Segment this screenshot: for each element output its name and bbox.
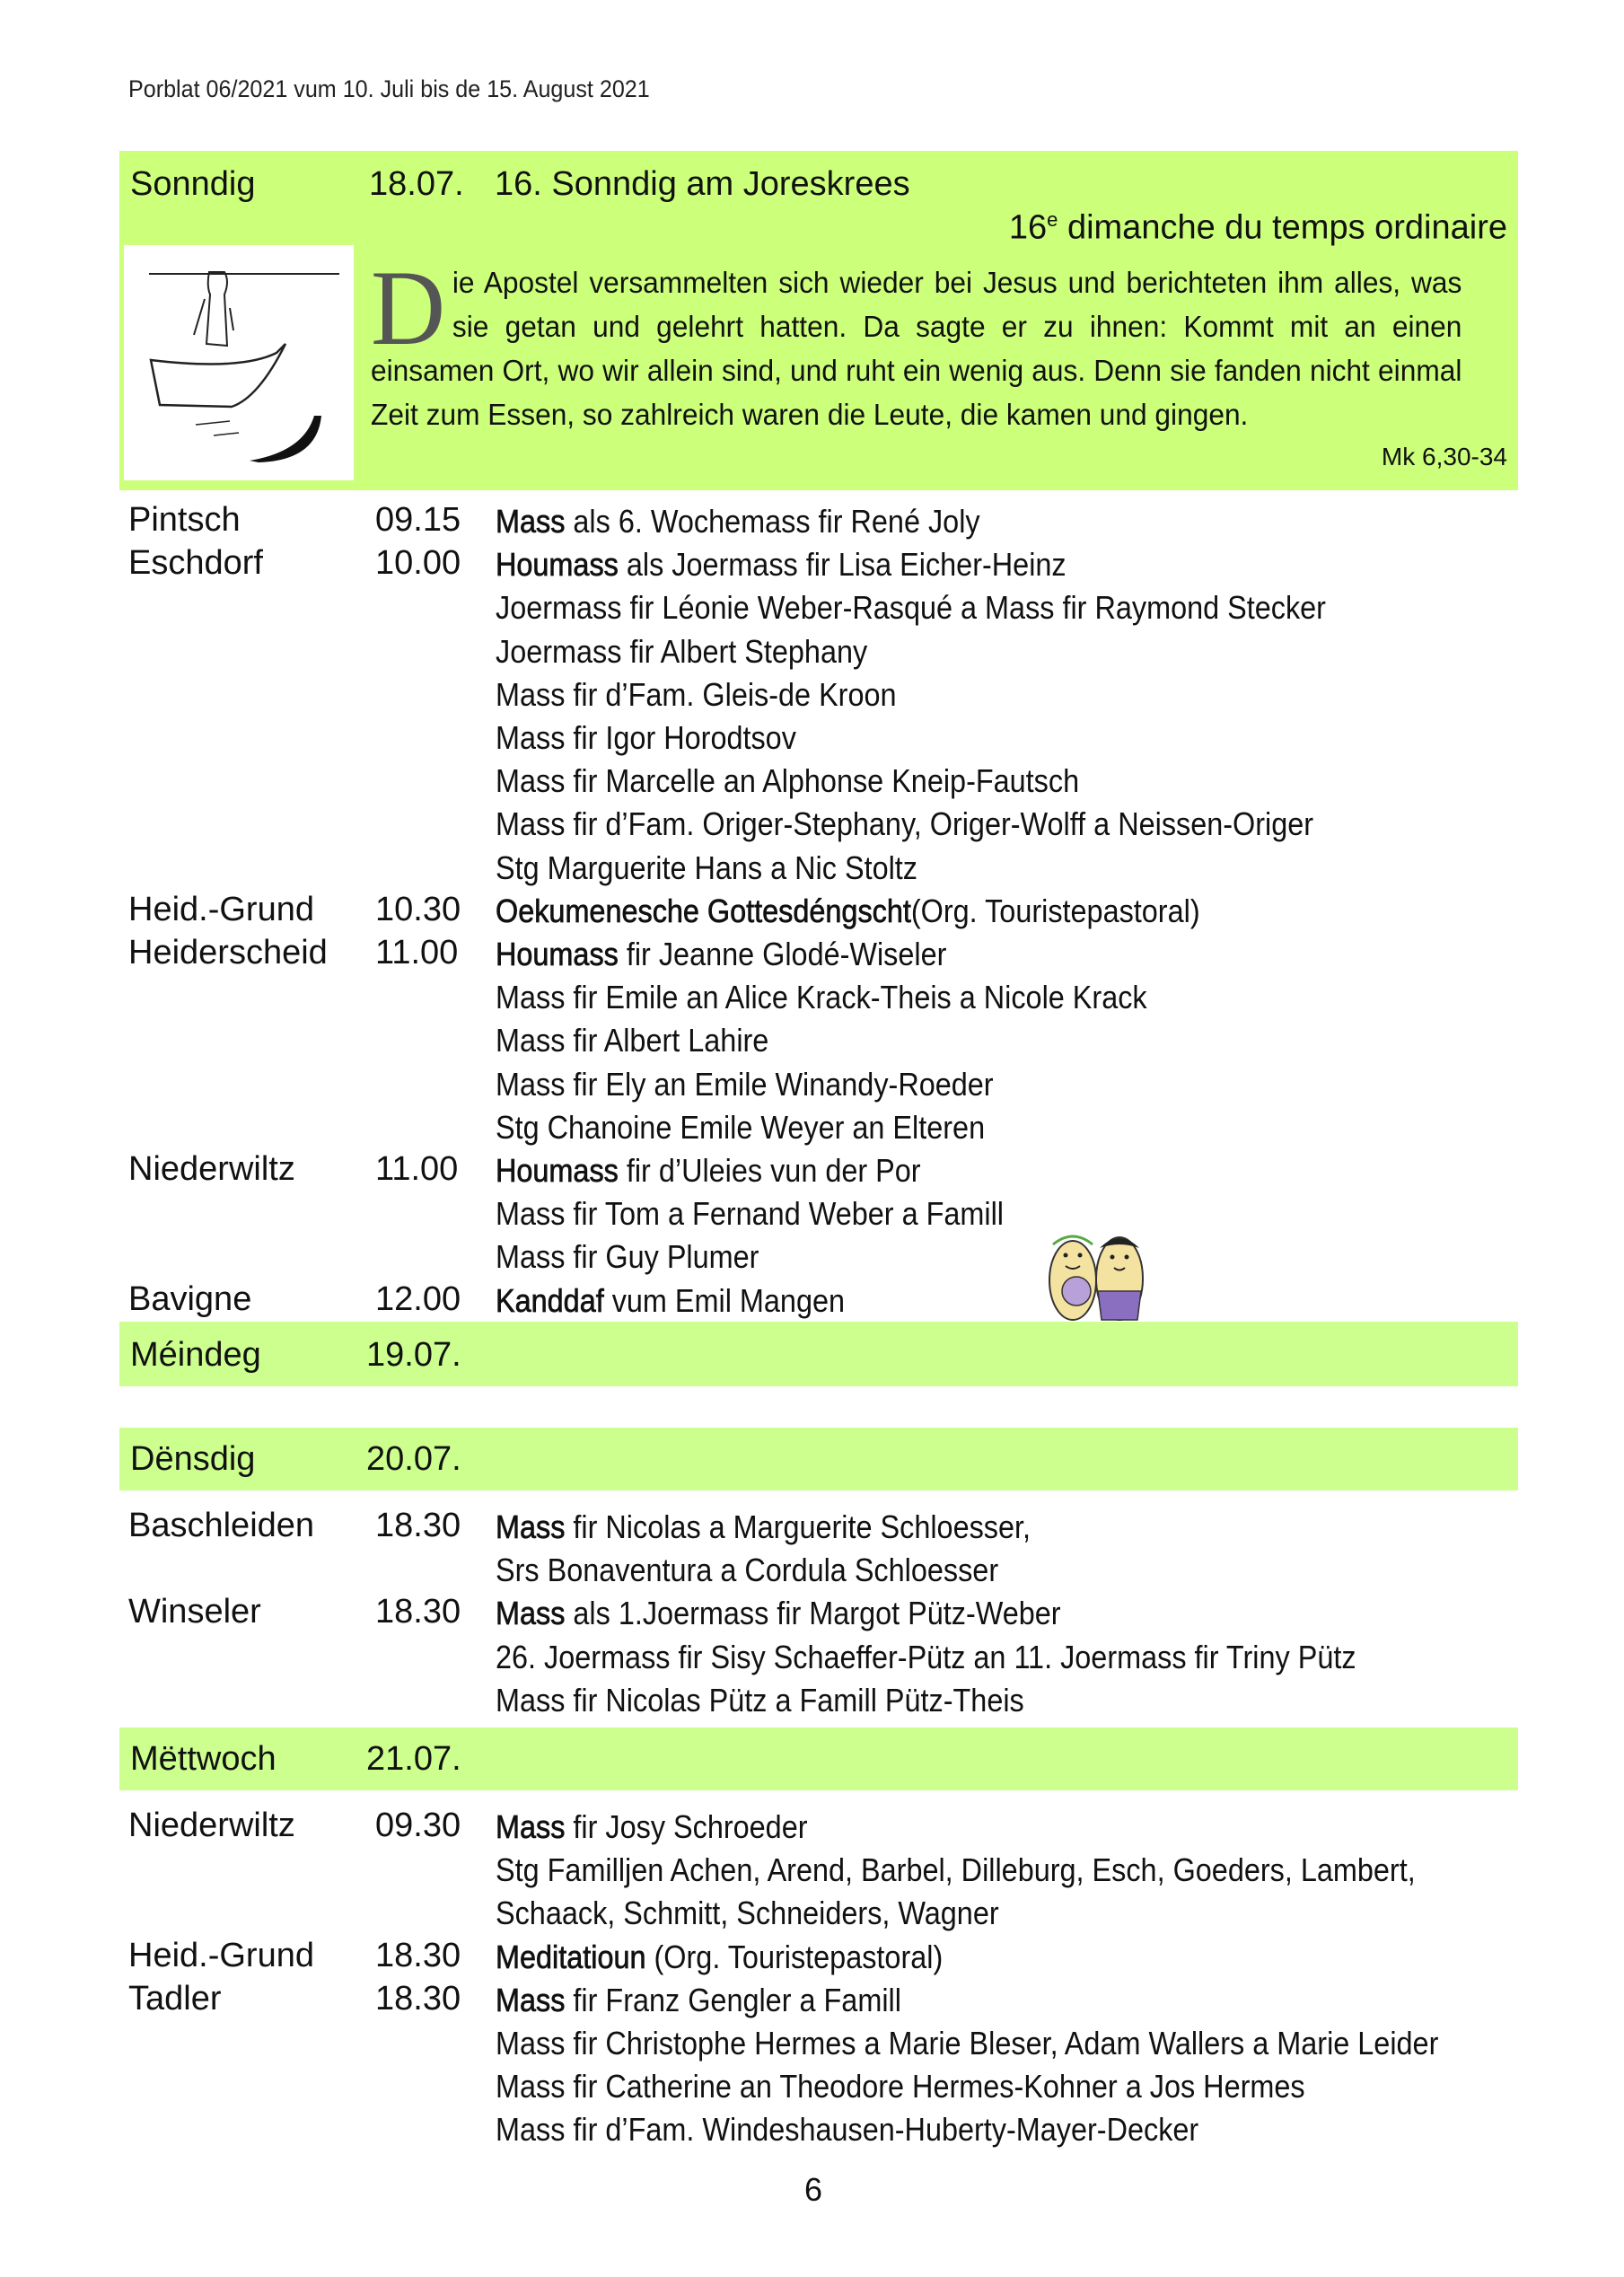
feast-title-fr: 16e dimanche du temps ordinaire: [1008, 208, 1507, 247]
intention-text: Mass fir Marcelle an Alphonse Kneip-Fautsch: [496, 762, 1080, 800]
service-type: Mass: [496, 1808, 566, 1845]
location-name: Eschdorf: [128, 544, 263, 583]
intention-text: 26. Joermass fir Sisy Schaeffer-Pütz an 11. Joermass fir Triny Pütz: [496, 1638, 1356, 1675]
intention-text: (Org. Touristepastoral): [910, 892, 1200, 929]
gospel-text: [371, 248, 1462, 436]
intention-line: [496, 936, 946, 973]
day-date: 20.07.: [366, 1440, 461, 1478]
service-type: Kanddaf: [496, 1281, 604, 1319]
intention-line: [496, 1552, 998, 1589]
service-type: Houmass: [496, 1152, 619, 1189]
intention-line: [496, 1022, 768, 1059]
intention-line: [496, 1109, 985, 1147]
service-type: Mass: [496, 1981, 566, 2018]
sunday-gospel-box: [119, 151, 1518, 490]
intention-line: [496, 979, 1147, 1016]
day-name: Sonndig: [130, 165, 256, 203]
gospel-reference: Mk 6,30-34: [1381, 443, 1507, 470]
drop-cap: D: [371, 248, 446, 367]
service-type: Mass: [496, 1508, 566, 1545]
intention-line: [496, 1851, 1416, 1889]
intention-line: [496, 892, 1200, 930]
page-number: 6: [804, 2171, 823, 2208]
intention-line: [496, 1895, 999, 1932]
location-name: Pintsch: [128, 501, 241, 539]
intention-line: [496, 2025, 1438, 2062]
service-type: Mass: [496, 503, 566, 540]
intention-text: Mass fir Catherine an Theodore Hermes-Kohner a Jos Hermes: [496, 2068, 1305, 2106]
intention-line: [496, 503, 980, 541]
intention-text: Mass fir Igor Horodtsov: [496, 719, 796, 756]
intention-text: Stg Marguerite Hans a Nic Stoltz: [496, 848, 917, 886]
intention-text: Mass fir d’Fam. Windeshausen-Huberty-Mayer-Decker: [496, 2111, 1199, 2149]
intention-text: Mass fir Ely an Emile Winandy-Roeder: [496, 1065, 994, 1103]
intention-text: Mass fir Christophe Hermes a Marie Bleser, Adam Wallers a Marie Leider: [496, 2025, 1439, 2062]
intention-text: Mass fir Emile an Alice Krack-Theis a Nicole Krack: [496, 979, 1147, 1016]
intention-line: [496, 849, 917, 887]
mass-time: 11.00: [375, 1150, 459, 1188]
intention-text: Schaack, Schmitt, Schneiders, Wagner: [496, 1895, 999, 1932]
mass-time: 11.00: [375, 934, 459, 971]
intention-line: [496, 1982, 901, 2019]
mass-time: 18.30: [375, 1979, 461, 2018]
location-name: Heiderscheid: [128, 934, 328, 971]
service-type: Meditatioun: [496, 1938, 646, 1975]
intention-line: [496, 2111, 1198, 2149]
day-name: Mëttwoch: [130, 1740, 277, 1778]
intention-text: fir Josy Schroeder: [565, 1808, 808, 1845]
boat-figure-drawing-icon: [124, 245, 354, 480]
intention-line: [496, 633, 867, 671]
intention-text: als 6. Wochemass fir René Joly: [565, 503, 980, 540]
service-type: Houmass: [496, 936, 619, 972]
mass-time: 10.00: [375, 544, 461, 583]
intention-line: [496, 2068, 1305, 2106]
service-type: Houmass: [496, 546, 619, 584]
location-name: Heid.-Grund: [128, 1936, 314, 1974]
location-name: Winseler: [128, 1593, 261, 1631]
intention-text: fir Jeanne Glodé-Wiseler: [618, 936, 947, 972]
day-bar-monday: [119, 1322, 1518, 1386]
day-name: Dënsdig: [130, 1440, 256, 1478]
mass-time: 18.30: [375, 1936, 461, 1974]
day-date: 21.07.: [366, 1740, 461, 1778]
mass-time: 18.30: [375, 1593, 461, 1631]
intention-line: [496, 1152, 921, 1190]
location-name: Bavigne: [128, 1279, 252, 1318]
intention-text: vum Emil Mangen: [603, 1281, 846, 1319]
intention-line: [496, 719, 796, 757]
intention-text: Mass fir Guy Plumer: [496, 1238, 759, 1276]
location-name: Heid.-Grund: [128, 890, 314, 928]
intention-text: Mass fir d’Fam. Gleis-de Kroon: [496, 675, 897, 713]
day-bar-wednesday: [119, 1728, 1518, 1790]
day-bar-tuesday: [119, 1428, 1518, 1490]
intention-text: als Joermass fir Lisa Eicher-Heinz: [618, 546, 1067, 584]
intention-line: [496, 1682, 1024, 1719]
intention-line: [496, 589, 1326, 627]
intention-text: Mass fir Albert Lahire: [496, 1022, 769, 1059]
location-name: Niederwiltz: [128, 1807, 295, 1844]
service-type: Oekumenesche Gottesdéngscht: [496, 892, 911, 929]
intention-text: (Org. Touristepastoral): [645, 1938, 944, 1975]
intention-text: fir Nicolas a Marguerite Schloesser,: [565, 1508, 1031, 1545]
mass-time: 09.15: [375, 501, 461, 539]
day-date: 19.07.: [366, 1336, 461, 1374]
mass-time: 18.30: [375, 1507, 461, 1544]
two-children-cartoon-icon: [1044, 1228, 1148, 1325]
intention-text: Stg Chanoine Emile Weyer an Elteren: [496, 1108, 986, 1146]
intention-line: [496, 1195, 1004, 1233]
location-name: Baschleiden: [128, 1507, 315, 1544]
intention-text: fir d’Uleies vun der Por: [618, 1152, 921, 1189]
location-name: Tadler: [128, 1979, 222, 2018]
intention-line: [496, 1508, 1031, 1546]
page-header: Porblat 06/2021 vum 10. Juli bis de 15. August 2021: [128, 75, 650, 102]
intention-text: Joermass fir Albert Stephany: [496, 632, 868, 670]
intention-line: [496, 762, 1079, 800]
intention-line: [496, 676, 897, 714]
day-name: Méindeg: [130, 1336, 261, 1374]
intention-line: [496, 1939, 943, 1976]
intention-line: [496, 1066, 994, 1103]
intention-line: [496, 1282, 845, 1320]
intention-text: Stg Familljen Achen, Arend, Barbel, Dilleburg, Esch, Goeders, Lambert,: [496, 1851, 1416, 1889]
mass-time: 12.00: [375, 1279, 461, 1318]
gospel-body: ie Apostel versammelten sich wieder bei Jesus und berichteten ihm alles, was sie getan und gelehrt hatten. Da sagte er zu ihnen: Kommt mit an einen einsamen Ort, wo wir allein sind, und ruht ein wenig aus. Denn sie fanden nicht einmal Zeit zum Essen, so zahlreich waren die Leute, die kamen und gingen.: [371, 266, 1462, 431]
intention-text: fir Franz Gengler a Famill: [565, 1981, 901, 2018]
service-type: Mass: [496, 1595, 566, 1632]
intention-line: [496, 1639, 1356, 1676]
intention-text: Joermass fir Léonie Weber-Rasqué a Mass fir Raymond Stecker: [496, 589, 1326, 627]
day-date: 18.07.: [369, 165, 464, 203]
intention-text: Mass fir Tom a Fernand Weber a Famill: [496, 1195, 1004, 1233]
feast-title: 16. Sonndig am Joreskrees: [495, 165, 910, 203]
intention-text: Mass fir Nicolas Pütz a Famill Pütz-Theis: [496, 1681, 1024, 1719]
intention-text: Mass fir d’Fam. Origer-Stephany, Origer-Wolff a Neissen-Origer: [496, 805, 1314, 843]
intention-line: [496, 805, 1313, 843]
intention-line: [496, 546, 1067, 584]
mass-time: 09.30: [375, 1807, 461, 1844]
mass-time: 10.30: [375, 890, 461, 928]
intention-line: [496, 1595, 1061, 1632]
intention-text: Srs Bonaventura a Cordula Schloesser: [496, 1552, 999, 1589]
intention-line: [496, 1238, 759, 1276]
intention-text: als 1.Joermass fir Margot Pütz-Weber: [565, 1595, 1061, 1632]
location-name: Niederwiltz: [128, 1150, 295, 1188]
intention-line: [496, 1808, 808, 1846]
